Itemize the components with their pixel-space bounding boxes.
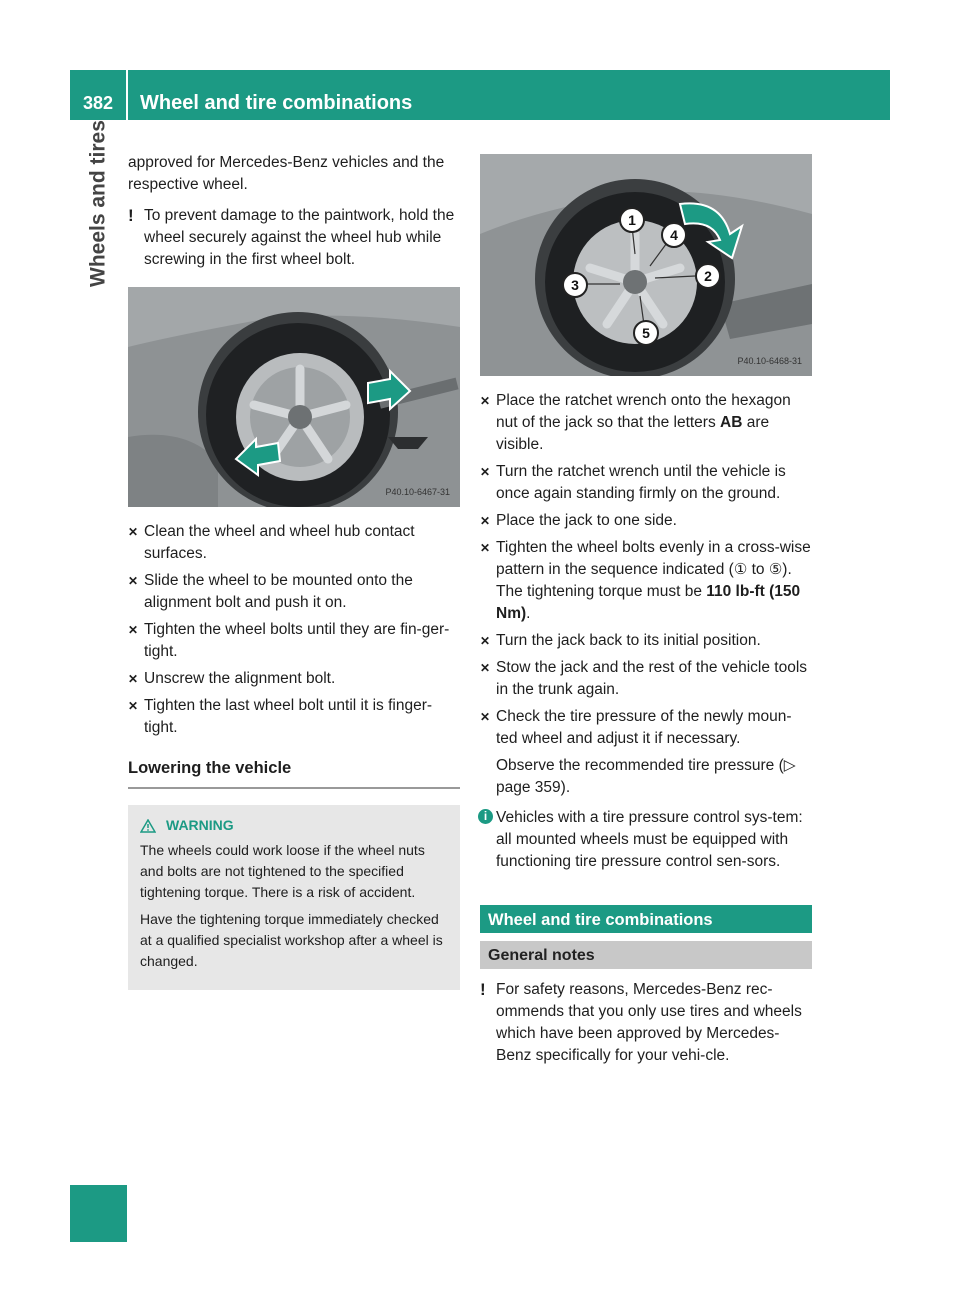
callout-badge-2: 2 <box>695 263 721 289</box>
step-item: ✕ Tighten the wheel bolts evenly in a cross-wise pattern in the sequence indicated (① to ⑤). The tightening torque must be 110 lb-ft (150 Nm). <box>480 539 811 622</box>
caution-note <box>128 205 460 271</box>
step-item: ✕ Tighten the last wheel bolt until it is finger-tight. <box>128 697 433 736</box>
warning-box <box>128 805 460 990</box>
step-item: ✕ Turn the ratchet wrench until the vehicle is once again standing firmly on the ground. <box>480 463 786 502</box>
bolt-sequence-photo <box>480 154 812 376</box>
warning-header <box>140 815 448 836</box>
caution-icon: ! <box>128 206 134 225</box>
step-arrow-icon: ✕ <box>480 394 491 408</box>
step-arrow-icon: ✕ <box>480 661 491 675</box>
step-arrow-icon: ✕ <box>480 465 491 479</box>
page-ref-arrow-icon: ▷ <box>783 757 796 774</box>
step-item: ✕ Check the tire pressure of the newly moun-ted wheel and adjust it if necessary. <box>480 708 792 747</box>
info-note <box>480 807 812 873</box>
callout-badge-1: 1 <box>619 207 645 233</box>
caution-icon: ! <box>480 980 486 999</box>
photo-code: P40.10-6468-31 <box>737 356 802 366</box>
callout-badge-4: 4 <box>661 222 687 248</box>
step-arrow-icon: ✕ <box>128 623 139 637</box>
warning-triangle-icon <box>140 819 156 833</box>
step-item: ✕ Place the ratchet wrench onto the hexagon nut of the jack so that the letters AB are visible. <box>480 392 791 453</box>
left-column <box>128 152 460 990</box>
wheel-mounting-photo <box>128 287 460 507</box>
warning-text-2: Have the tightening torque immediately checked at a qualified specialist workshop after a wheel is changed. <box>140 911 443 969</box>
subheading-general-notes: General notes <box>480 941 812 969</box>
header-divider <box>126 70 128 120</box>
chapter-tab-marker <box>70 1185 127 1242</box>
page-reference-link[interactable]: page 359 <box>496 779 561 796</box>
step-arrow-icon: ✕ <box>480 710 491 724</box>
warning-text-1: The wheels could work loose if the wheel nuts and bolts are not tightened to the specified tightening torque. There is a risk of accident. <box>140 842 425 900</box>
step-item: ✕ Slide the wheel to be mounted onto the alignment bolt and push it on. <box>128 572 413 611</box>
step-item: ✕ Stow the jack and the rest of the vehicle tools in the trunk again. <box>480 659 808 698</box>
caution-text: To prevent damage to the paintwork, hold the wheel securely against the wheel hub while screwing in the first wheel bolt. <box>144 207 455 268</box>
step-arrow-icon: ✕ <box>128 574 139 588</box>
step-arrow-icon: ✕ <box>128 525 139 539</box>
right-column <box>480 152 812 1079</box>
chapter-side-tab <box>70 120 127 1242</box>
step-arrow-icon: ✕ <box>480 541 491 555</box>
info-text: Vehicles with a tire pressure control sys-tem: all mounted wheels must be equipped with functioning tire pressure control sen-sors. <box>496 809 803 870</box>
step-item: ✕ Unscrew the alignment bolt. <box>128 668 460 690</box>
step-arrow-icon: ✕ <box>128 672 139 686</box>
page-header <box>70 70 890 120</box>
section-heading-combinations: Wheel and tire combinations <box>480 905 812 933</box>
chapter-tab-label: Wheels and tires <box>86 120 110 287</box>
warning-title: WARNING <box>166 817 234 833</box>
callout-badge-5: 5 <box>633 320 659 346</box>
info-icon: i <box>478 809 493 824</box>
section-heading-lowering: Lowering the vehicle <box>128 757 460 789</box>
step-item: ✕ Place the jack to one side. <box>480 510 812 532</box>
photo-code: P40.10-6467-31 <box>385 487 450 497</box>
wheel-mounting-illustration <box>128 287 460 507</box>
intro-text: approved for Mercedes-Benz vehicles and the respective wheel. <box>128 154 445 193</box>
page-number: 382 <box>82 93 114 113</box>
callout-badge-3: 3 <box>562 272 588 298</box>
caution-text: For safety reasons, Mercedes-Benz rec-ommends that you only use tires and wheels which have been approved by Mercedes-Benz specifically for your vehi-cle. <box>496 981 802 1064</box>
step-arrow-icon: ✕ <box>480 634 491 648</box>
step-item: ✕ Tighten the wheel bolts until they are fin-ger-tight. <box>128 621 450 660</box>
step-item: ✕ Clean the wheel and wheel hub contact surfaces. <box>128 523 415 562</box>
step-arrow-icon: ✕ <box>128 699 139 713</box>
tire-pressure-reference: Observe the recommended tire pressure (▷ page 359). <box>496 757 796 796</box>
step-arrow-icon: ✕ <box>480 514 491 528</box>
header-title: Wheel and tire combinations <box>140 92 413 114</box>
step-item: ✕ Turn the jack back to its initial position. <box>480 630 812 652</box>
caution-note <box>480 979 812 1067</box>
